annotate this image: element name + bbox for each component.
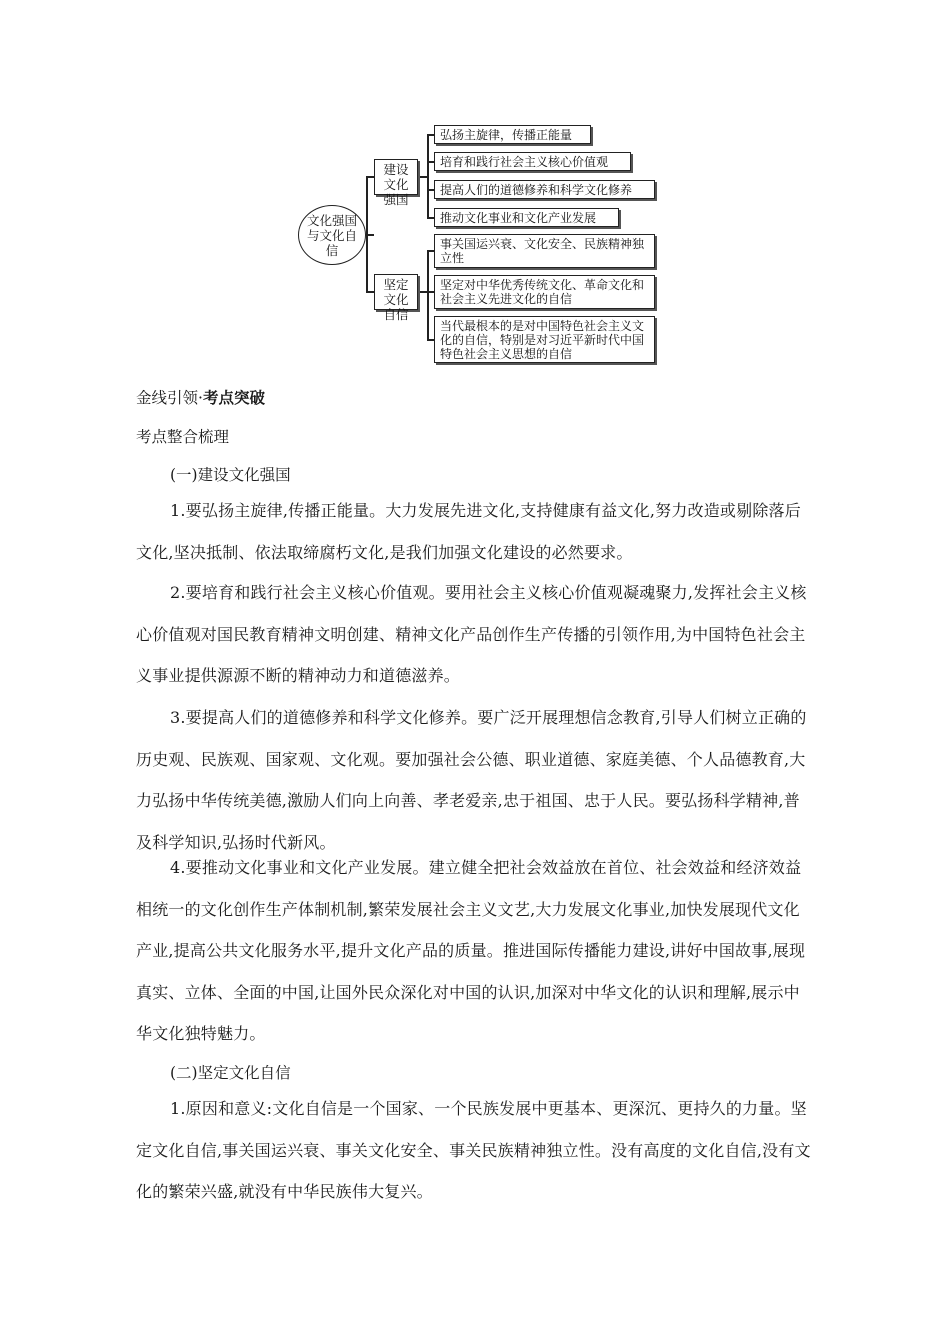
mind-map (0, 0, 950, 380)
mindmap-root: 文化强国与文化自信 (298, 205, 366, 265)
subsection-title: 考点整合梳理 (136, 428, 230, 446)
mindmap-branch-build: 建设文化强国 (374, 159, 418, 195)
paragraph: 2.要培育和践行社会主义核心价值观。要用社会主义核心价值观凝魂聚力,发挥社会主义核心价值观对国民教育精神文明创建、精神文化产品创作生产传播的引领作用,为中国特色社会主义事业提供源源不断的精神动力和道德滋养。 (136, 583, 807, 685)
mindmap-leaf: 提高人们的道德修养和科学文化修养 (434, 180, 655, 199)
section-title-emphasis: 考点突破 (202, 388, 265, 407)
paragraph: 4.要推动文化事业和文化产业发展。建立健全把社会效益放在首位、社会效益和经济效益相统一的文化创作生产体制机制,繁荣发展社会主义文艺,大力发展文化事业,加快发展现代文化产业,提高公共文化服务水平,提升文化产品的质量。推进国际传播能力建设,讲好中国故事,展现真实、立体、全面的中国,让国外民众深化对中国的认识,加深对中华文化的认识和理解,展示中华文化独特魅力。 (136, 858, 806, 1043)
mindmap-leaf: 推动文化事业和文化产业发展 (434, 208, 619, 227)
mindmap-branch-confidence: 坚定文化自信 (374, 274, 418, 310)
paragraph: 1.要弘扬主旋律,传播正能量。大力发展先进文化,支持健康有益文化,努力改造或剔除落后文化,坚决抵制、依法取缔腐朽文化,是我们加强文化建设的必然要求。 (136, 501, 801, 562)
connector-line (366, 291, 374, 293)
paragraph: 3.要提高人们的道德修养和科学文化修养。要广泛开展理想信念教育,引导人们树立正确的历史观、民族观、国家观、文化观。要加强社会公德、职业道德、家庭美德、个人品德教育,大力弘扬中华传统美德,激励人们向上向善、孝老爱亲,忠于祖国、忠于人民。要弘扬科学精神,普及科学知识,弘扬时代新风。 (136, 708, 807, 852)
section-title (136, 386, 265, 408)
connector-line (427, 161, 434, 163)
connector-line (366, 176, 374, 178)
connector-line (427, 339, 434, 341)
paragraph: 1.原因和意义:文化自信是一个国家、一个民族发展中更基本、更深沉、更持久的力量。坚定文化自信,事关国运兴衰、事关文化安全、事关民族精神独立性。没有高度的文化自信,没有文化的繁荣兴盛,就没有中华民族伟大复兴。 (136, 1099, 811, 1201)
section-title-prefix: 金线引领· (136, 389, 203, 407)
mindmap-leaf: 弘扬主旋律，传播正能量 (434, 125, 591, 144)
part-heading: (一)建设文化强国 (170, 466, 291, 484)
connector-line (427, 217, 434, 219)
connector-line (427, 189, 434, 191)
connector-line (427, 134, 434, 136)
mindmap-leaf: 事关国运兴衰、文化安全、民族精神独立性 (434, 234, 655, 268)
mindmap-leaf: 当代最根本的是对中国特色社会主义文化的自信，特别是对习近平新时代中国特色社会主义思想的自信 (434, 316, 655, 363)
connector-line (427, 291, 434, 293)
connector-line (427, 134, 429, 218)
connector-line (427, 250, 429, 340)
part-heading: (二)坚定文化自信 (170, 1064, 291, 1082)
mindmap-leaf: 坚定对中华优秀传统文化、革命文化和社会主义先进文化的自信 (434, 275, 655, 309)
mindmap-leaf: 培育和践行社会主义核心价值观 (434, 152, 631, 171)
connector-line (366, 176, 368, 292)
connector-line (427, 250, 434, 252)
